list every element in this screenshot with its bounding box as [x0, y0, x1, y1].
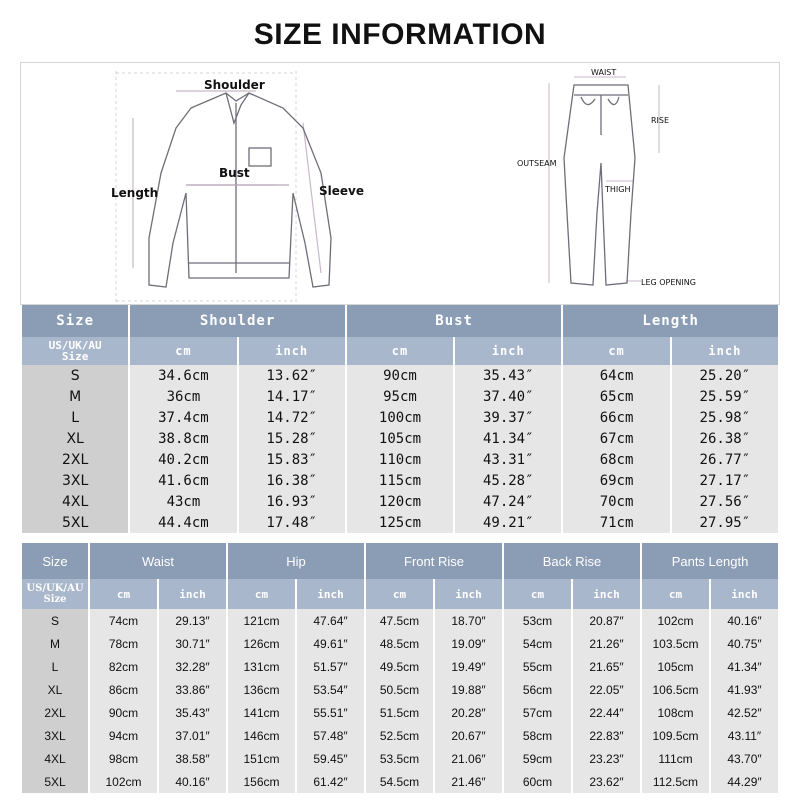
- pants-value-cell: 42.52″: [711, 701, 778, 724]
- pants-size-cell: L: [22, 655, 88, 678]
- shirt-table-row: [22, 470, 778, 491]
- pants-value-cell: 37.01″: [159, 724, 226, 747]
- pants-value-cell: 58cm: [504, 724, 571, 747]
- pants-value-cell: 21.26″: [573, 632, 640, 655]
- pants-value-cell: 86cm: [90, 678, 157, 701]
- shirt-subheader-unit: cm: [347, 337, 453, 365]
- pants-table-row: [22, 632, 778, 655]
- pants-value-cell: 48.5cm: [366, 632, 433, 655]
- pants-table-row: [22, 609, 778, 632]
- pants-value-cell: 131cm: [228, 655, 295, 678]
- shirt-value-cell: 25.20″: [672, 365, 778, 386]
- size-region-label: US/UK/AU: [48, 339, 102, 352]
- pants-value-cell: 102cm: [90, 770, 157, 793]
- shirt-size-cell: 5XL: [22, 512, 128, 533]
- pants-value-cell: 19.09″: [435, 632, 502, 655]
- shirt-value-cell: 125cm: [347, 512, 453, 533]
- pants-value-cell: 18.70″: [435, 609, 502, 632]
- pants-value-cell: 52.5cm: [366, 724, 433, 747]
- pants-value-cell: 43.70″: [711, 747, 778, 770]
- pants-value-cell: 47.5cm: [366, 609, 433, 632]
- shirt-value-cell: 25.59″: [672, 386, 778, 407]
- pants-subheader-unit: cm: [90, 579, 157, 609]
- pants-subheader-unit: cm: [228, 579, 295, 609]
- pants-value-cell: 33.86″: [159, 678, 226, 701]
- shirt-value-cell: 35.43″: [455, 365, 561, 386]
- shirt-table-row: [22, 491, 778, 512]
- shirt-value-cell: 15.28″: [239, 428, 345, 449]
- shirt-size-cell: 4XL: [22, 491, 128, 512]
- pants-value-cell: 57cm: [504, 701, 571, 724]
- pants-value-cell: 49.5cm: [366, 655, 433, 678]
- shirt-value-cell: 15.83″: [239, 449, 345, 470]
- pants-subheader-unit: cm: [366, 579, 433, 609]
- pants-table-row: [22, 701, 778, 724]
- pants-header-pants-length: Pants Length: [642, 543, 778, 579]
- shirt-header-shoulder: Shoulder: [130, 305, 345, 337]
- size-word-label: Size: [43, 594, 67, 605]
- pants-value-cell: 38.58″: [159, 747, 226, 770]
- shirt-value-cell: 68cm: [563, 449, 669, 470]
- pants-value-cell: 30.71″: [159, 632, 226, 655]
- shirt-value-cell: 39.37″: [455, 407, 561, 428]
- pants-subheader-unit: inch: [711, 579, 778, 609]
- pants-value-cell: 156cm: [228, 770, 295, 793]
- shirt-value-cell: 13.62″: [239, 365, 345, 386]
- shirt-table-row: [22, 428, 778, 449]
- thigh-label: THIGH: [605, 185, 631, 194]
- pants-value-cell: 98cm: [90, 747, 157, 770]
- shirt-illustration: [21, 63, 781, 306]
- pants-value-cell: 141cm: [228, 701, 295, 724]
- pants-value-cell: 22.44″: [573, 701, 640, 724]
- shirt-value-cell: 38.8cm: [130, 428, 236, 449]
- pants-size-cell: 5XL: [22, 770, 88, 793]
- shirt-header-size: Size: [22, 305, 128, 337]
- pants-size-table: [20, 543, 780, 793]
- shirt-size-table: [20, 305, 780, 533]
- shirt-subheader-unit: cm: [563, 337, 669, 365]
- pants-subheader-unit: cm: [504, 579, 571, 609]
- pants-size-cell: XL: [22, 678, 88, 701]
- shirt-value-cell: 70cm: [563, 491, 669, 512]
- pants-subheader-unit: inch: [573, 579, 640, 609]
- shirt-value-cell: 14.72″: [239, 407, 345, 428]
- pants-header-front-rise: Front Rise: [366, 543, 502, 579]
- shirt-value-cell: 25.98″: [672, 407, 778, 428]
- shirt-value-cell: 95cm: [347, 386, 453, 407]
- pants-value-cell: 51.57″: [297, 655, 364, 678]
- shirt-value-cell: 41.6cm: [130, 470, 236, 491]
- shirt-value-cell: 105cm: [347, 428, 453, 449]
- shirt-value-cell: 44.4cm: [130, 512, 236, 533]
- pants-value-cell: 19.49″: [435, 655, 502, 678]
- pants-header-back-rise: Back Rise: [504, 543, 640, 579]
- pants-value-cell: 61.42″: [297, 770, 364, 793]
- shirt-value-cell: 34.6cm: [130, 365, 236, 386]
- pants-value-cell: 20.67″: [435, 724, 502, 747]
- pants-value-cell: 90cm: [90, 701, 157, 724]
- shirt-table-row: [22, 386, 778, 407]
- shirt-value-cell: 64cm: [563, 365, 669, 386]
- shirt-value-cell: 37.4cm: [130, 407, 236, 428]
- shirt-value-cell: 41.34″: [455, 428, 561, 449]
- shirt-value-cell: 69cm: [563, 470, 669, 491]
- pants-value-cell: 53.54″: [297, 678, 364, 701]
- pants-table-row: [22, 724, 778, 747]
- pants-value-cell: 57.48″: [297, 724, 364, 747]
- pants-value-cell: 82cm: [90, 655, 157, 678]
- length-label: Length: [111, 186, 159, 200]
- shirt-value-cell: 16.38″: [239, 470, 345, 491]
- shirt-value-cell: 100cm: [347, 407, 453, 428]
- pants-value-cell: 109.5cm: [642, 724, 709, 747]
- pants-value-cell: 22.83″: [573, 724, 640, 747]
- shirt-table-row: [22, 407, 778, 428]
- pants-value-cell: 20.28″: [435, 701, 502, 724]
- shirt-size-cell: XL: [22, 428, 128, 449]
- pants-value-cell: 59.45″: [297, 747, 364, 770]
- shirt-size-cell: 2XL: [22, 449, 128, 470]
- pants-value-cell: 56cm: [504, 678, 571, 701]
- leg-opening-label: LEG OPENING: [641, 278, 696, 287]
- shirt-value-cell: 67cm: [563, 428, 669, 449]
- pants-value-cell: 151cm: [228, 747, 295, 770]
- pants-value-cell: 41.34″: [711, 655, 778, 678]
- pants-value-cell: 105cm: [642, 655, 709, 678]
- pants-value-cell: 32.28″: [159, 655, 226, 678]
- pants-value-cell: 55cm: [504, 655, 571, 678]
- pants-size-cell: 2XL: [22, 701, 88, 724]
- shirt-subheader-unit: inch: [239, 337, 345, 365]
- pants-subheader-unit: inch: [435, 579, 502, 609]
- pants-value-cell: 21.06″: [435, 747, 502, 770]
- pants-value-cell: 21.65″: [573, 655, 640, 678]
- pants-table-body: [22, 609, 778, 793]
- shirt-value-cell: 71cm: [563, 512, 669, 533]
- shirt-value-cell: 26.38″: [672, 428, 778, 449]
- shirt-value-cell: 40.2cm: [130, 449, 236, 470]
- pants-size-cell: 3XL: [22, 724, 88, 747]
- shirt-subheader-unit: cm: [130, 337, 236, 365]
- shirt-value-cell: 90cm: [347, 365, 453, 386]
- pants-value-cell: 78cm: [90, 632, 157, 655]
- pants-value-cell: 121cm: [228, 609, 295, 632]
- pants-subheader-unit: cm: [642, 579, 709, 609]
- shirt-value-cell: 36cm: [130, 386, 236, 407]
- pants-value-cell: 49.61″: [297, 632, 364, 655]
- shirt-value-cell: 37.40″: [455, 386, 561, 407]
- pants-value-cell: 23.62″: [573, 770, 640, 793]
- shirt-value-cell: 43cm: [130, 491, 236, 512]
- shirt-value-cell: 27.95″: [672, 512, 778, 533]
- size-word-label: Size: [61, 350, 89, 363]
- outseam-label: OUTSEAM: [517, 159, 557, 168]
- shirt-subheader-size: [22, 337, 128, 365]
- pants-value-cell: 44.29″: [711, 770, 778, 793]
- pants-size-cell: 4XL: [22, 747, 88, 770]
- pants-value-cell: 126cm: [228, 632, 295, 655]
- shirt-value-cell: 66cm: [563, 407, 669, 428]
- pants-table-row: [22, 655, 778, 678]
- shirt-header-length: Length: [563, 305, 778, 337]
- shirt-table-body: [22, 365, 778, 533]
- shirt-size-cell: S: [22, 365, 128, 386]
- rise-label: RISE: [651, 116, 670, 125]
- pants-value-cell: 94cm: [90, 724, 157, 747]
- size-region-label: US/UK/AU: [26, 583, 84, 594]
- shirt-size-cell: L: [22, 407, 128, 428]
- pants-header-hip: Hip: [228, 543, 364, 579]
- pants-size-cell: S: [22, 609, 88, 632]
- pants-value-cell: 22.05″: [573, 678, 640, 701]
- pants-table-row: [22, 770, 778, 793]
- shirt-subheader-unit: inch: [672, 337, 778, 365]
- pants-value-cell: 136cm: [228, 678, 295, 701]
- pants-table-row: [22, 747, 778, 770]
- shirt-value-cell: 27.17″: [672, 470, 778, 491]
- shirt-size-cell: M: [22, 386, 128, 407]
- shirt-value-cell: 26.77″: [672, 449, 778, 470]
- pants-header-size: Size: [22, 543, 88, 579]
- shirt-value-cell: 45.28″: [455, 470, 561, 491]
- shoulder-label: Shoulder: [204, 78, 265, 92]
- pants-value-cell: 54cm: [504, 632, 571, 655]
- shirt-table-row: [22, 365, 778, 386]
- pants-value-cell: 20.87″: [573, 609, 640, 632]
- shirt-value-cell: 14.17″: [239, 386, 345, 407]
- pants-value-cell: 51.5cm: [366, 701, 433, 724]
- pants-value-cell: 102cm: [642, 609, 709, 632]
- shirt-size-cell: 3XL: [22, 470, 128, 491]
- pants-header-waist: Waist: [90, 543, 226, 579]
- pants-subheader-unit: inch: [159, 579, 226, 609]
- page-title: SIZE INFORMATION: [253, 18, 547, 51]
- pants-value-cell: 106.5cm: [642, 678, 709, 701]
- pants-value-cell: 111cm: [642, 747, 709, 770]
- pants-value-cell: 112.5cm: [642, 770, 709, 793]
- pants-value-cell: 23.23″: [573, 747, 640, 770]
- shirt-value-cell: 49.21″: [455, 512, 561, 533]
- pants-value-cell: 74cm: [90, 609, 157, 632]
- pants-value-cell: 59cm: [504, 747, 571, 770]
- waist-label: WAIST: [591, 68, 617, 77]
- pants-size-cell: M: [22, 632, 88, 655]
- shirt-value-cell: 47.24″: [455, 491, 561, 512]
- bust-label: Bust: [219, 166, 250, 180]
- shirt-subheader-unit: inch: [455, 337, 561, 365]
- shirt-value-cell: 43.31″: [455, 449, 561, 470]
- measurement-diagram: [20, 62, 780, 305]
- shirt-value-cell: 120cm: [347, 491, 453, 512]
- pants-value-cell: 108cm: [642, 701, 709, 724]
- pants-value-cell: 35.43″: [159, 701, 226, 724]
- pants-value-cell: 60cm: [504, 770, 571, 793]
- pants-value-cell: 55.51″: [297, 701, 364, 724]
- pants-value-cell: 50.5cm: [366, 678, 433, 701]
- shirt-value-cell: 115cm: [347, 470, 453, 491]
- pants-value-cell: 40.16″: [711, 609, 778, 632]
- pants-subheader-unit: inch: [297, 579, 364, 609]
- pants-value-cell: 21.46″: [435, 770, 502, 793]
- shirt-value-cell: 65cm: [563, 386, 669, 407]
- shirt-header-bust: Bust: [347, 305, 562, 337]
- pants-subheader-size: [22, 579, 88, 609]
- sleeve-label: Sleeve: [319, 184, 364, 198]
- shirt-value-cell: 17.48″: [239, 512, 345, 533]
- shirt-table-row: [22, 449, 778, 470]
- pants-value-cell: 19.88″: [435, 678, 502, 701]
- shirt-table-row: [22, 512, 778, 533]
- pants-value-cell: 53.5cm: [366, 747, 433, 770]
- pants-value-cell: 103.5cm: [642, 632, 709, 655]
- shirt-value-cell: 110cm: [347, 449, 453, 470]
- shirt-value-cell: 27.56″: [672, 491, 778, 512]
- pants-table-row: [22, 678, 778, 701]
- pants-value-cell: 54.5cm: [366, 770, 433, 793]
- pants-value-cell: 40.16″: [159, 770, 226, 793]
- pants-value-cell: 53cm: [504, 609, 571, 632]
- pants-value-cell: 47.64″: [297, 609, 364, 632]
- pants-value-cell: 40.75″: [711, 632, 778, 655]
- shirt-value-cell: 16.93″: [239, 491, 345, 512]
- pants-value-cell: 43.11″: [711, 724, 778, 747]
- pants-value-cell: 146cm: [228, 724, 295, 747]
- pants-value-cell: 29.13″: [159, 609, 226, 632]
- pants-value-cell: 41.93″: [711, 678, 778, 701]
